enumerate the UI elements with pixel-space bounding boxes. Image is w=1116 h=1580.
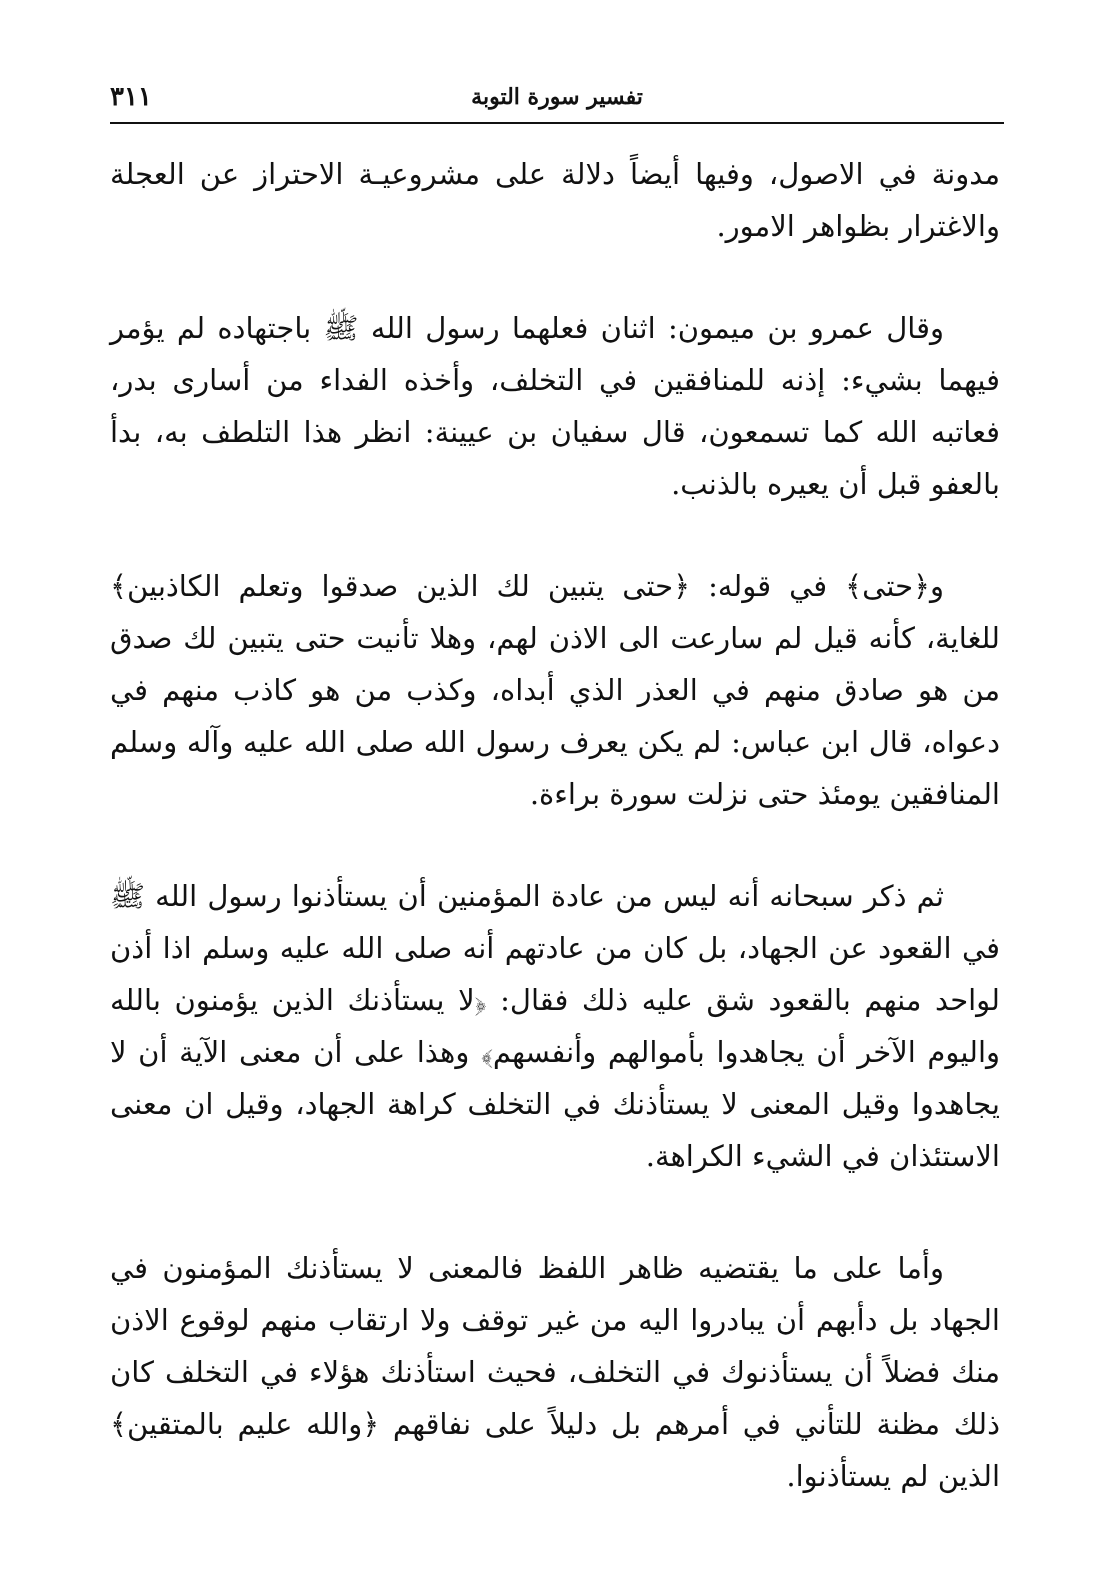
paragraph-3: و﴿حتى﴾ في قوله: ﴿حتى يتبين لك الذين صدقوا وتعلم الكاذبين﴾ للغاية، كأنه قيل لم سارعت الى الاذن لهم، وهلا تأنيت حتى يتبين لك صدق من هو صادق منهم في العذر الذي أبداه، وكذب من هو كاذب منهم في دعواه، قال ابن عباس: لم يكن يعرف رسول الله صلى الله عليه وآله وسلم المنافقين يومئذ حتى نزلت سورة براءة. bbox=[110, 569, 1000, 811]
page-title: تفسير سورة التوبة bbox=[471, 84, 643, 110]
paragraph-4: ثم ذكر سبحانه أنه ليس من عادة المؤمنين أن يستأذنوا رسول الله ﷺ في القعود عن الجهاد، بل كان من عادتهم أنه صلى الله عليه وسلم اذا أذن لواحد منهم بالقعود شق عليه ذلك فقال: ﴿لا يستأذنك الذين يؤمنون بالله واليوم الآخر أن يجاهدوا بأموالهم وأنفسهم﴾ وهذا على أن معنى الآية أن لا يجاهدوا وقيل المعنى لا يستأذنك في التخلف كراهة الجهاد، وقيل ان معنى الاستئذان في الشيء الكراهة. bbox=[110, 879, 1000, 1173]
paragraph-5: وأما على ما يقتضيه ظاهر اللفظ فالمعنى لا يستأذنك المؤمنون في الجهاد بل دأبهم أن يبادروا اليه من غير توقف ولا ارتقاب منهم لوقوع الاذن منك فضلاً أن يستأذنوك في التخلف، فحيث استأذنك هؤلاء في التخلف كان ذلك مظنة للتأني في أمرهم بل دليلاً على نفاقهم ﴿والله عليم بالمتقين﴾ الذين لم يستأذنوا. bbox=[110, 1251, 1000, 1493]
paragraph-2: وقال عمرو بن ميمون: اثنان فعلهما رسول الله ﷺ باجتهاده لم يؤمر فيهما بشيء: إذنه للمنافقين في التخلف، وأخذه الفداء من أسارى بدر، فعاتبه الله كما تسمعون، قال سفيان بن عيينة: انظر هذا التلطف به، بدأ بالعفو قبل أن يعيره بالذنب. bbox=[110, 311, 1000, 501]
body-text bbox=[110, 148, 1000, 1502]
running-header bbox=[110, 78, 1004, 124]
paragraph-1: مدونة في الاصول، وفيها أيضاً دلالة على مشروعيـة الاحتراز عن العجلة والاغترار بظواهر الامور. bbox=[110, 157, 1000, 243]
page-number: ٣١١ bbox=[110, 82, 152, 112]
